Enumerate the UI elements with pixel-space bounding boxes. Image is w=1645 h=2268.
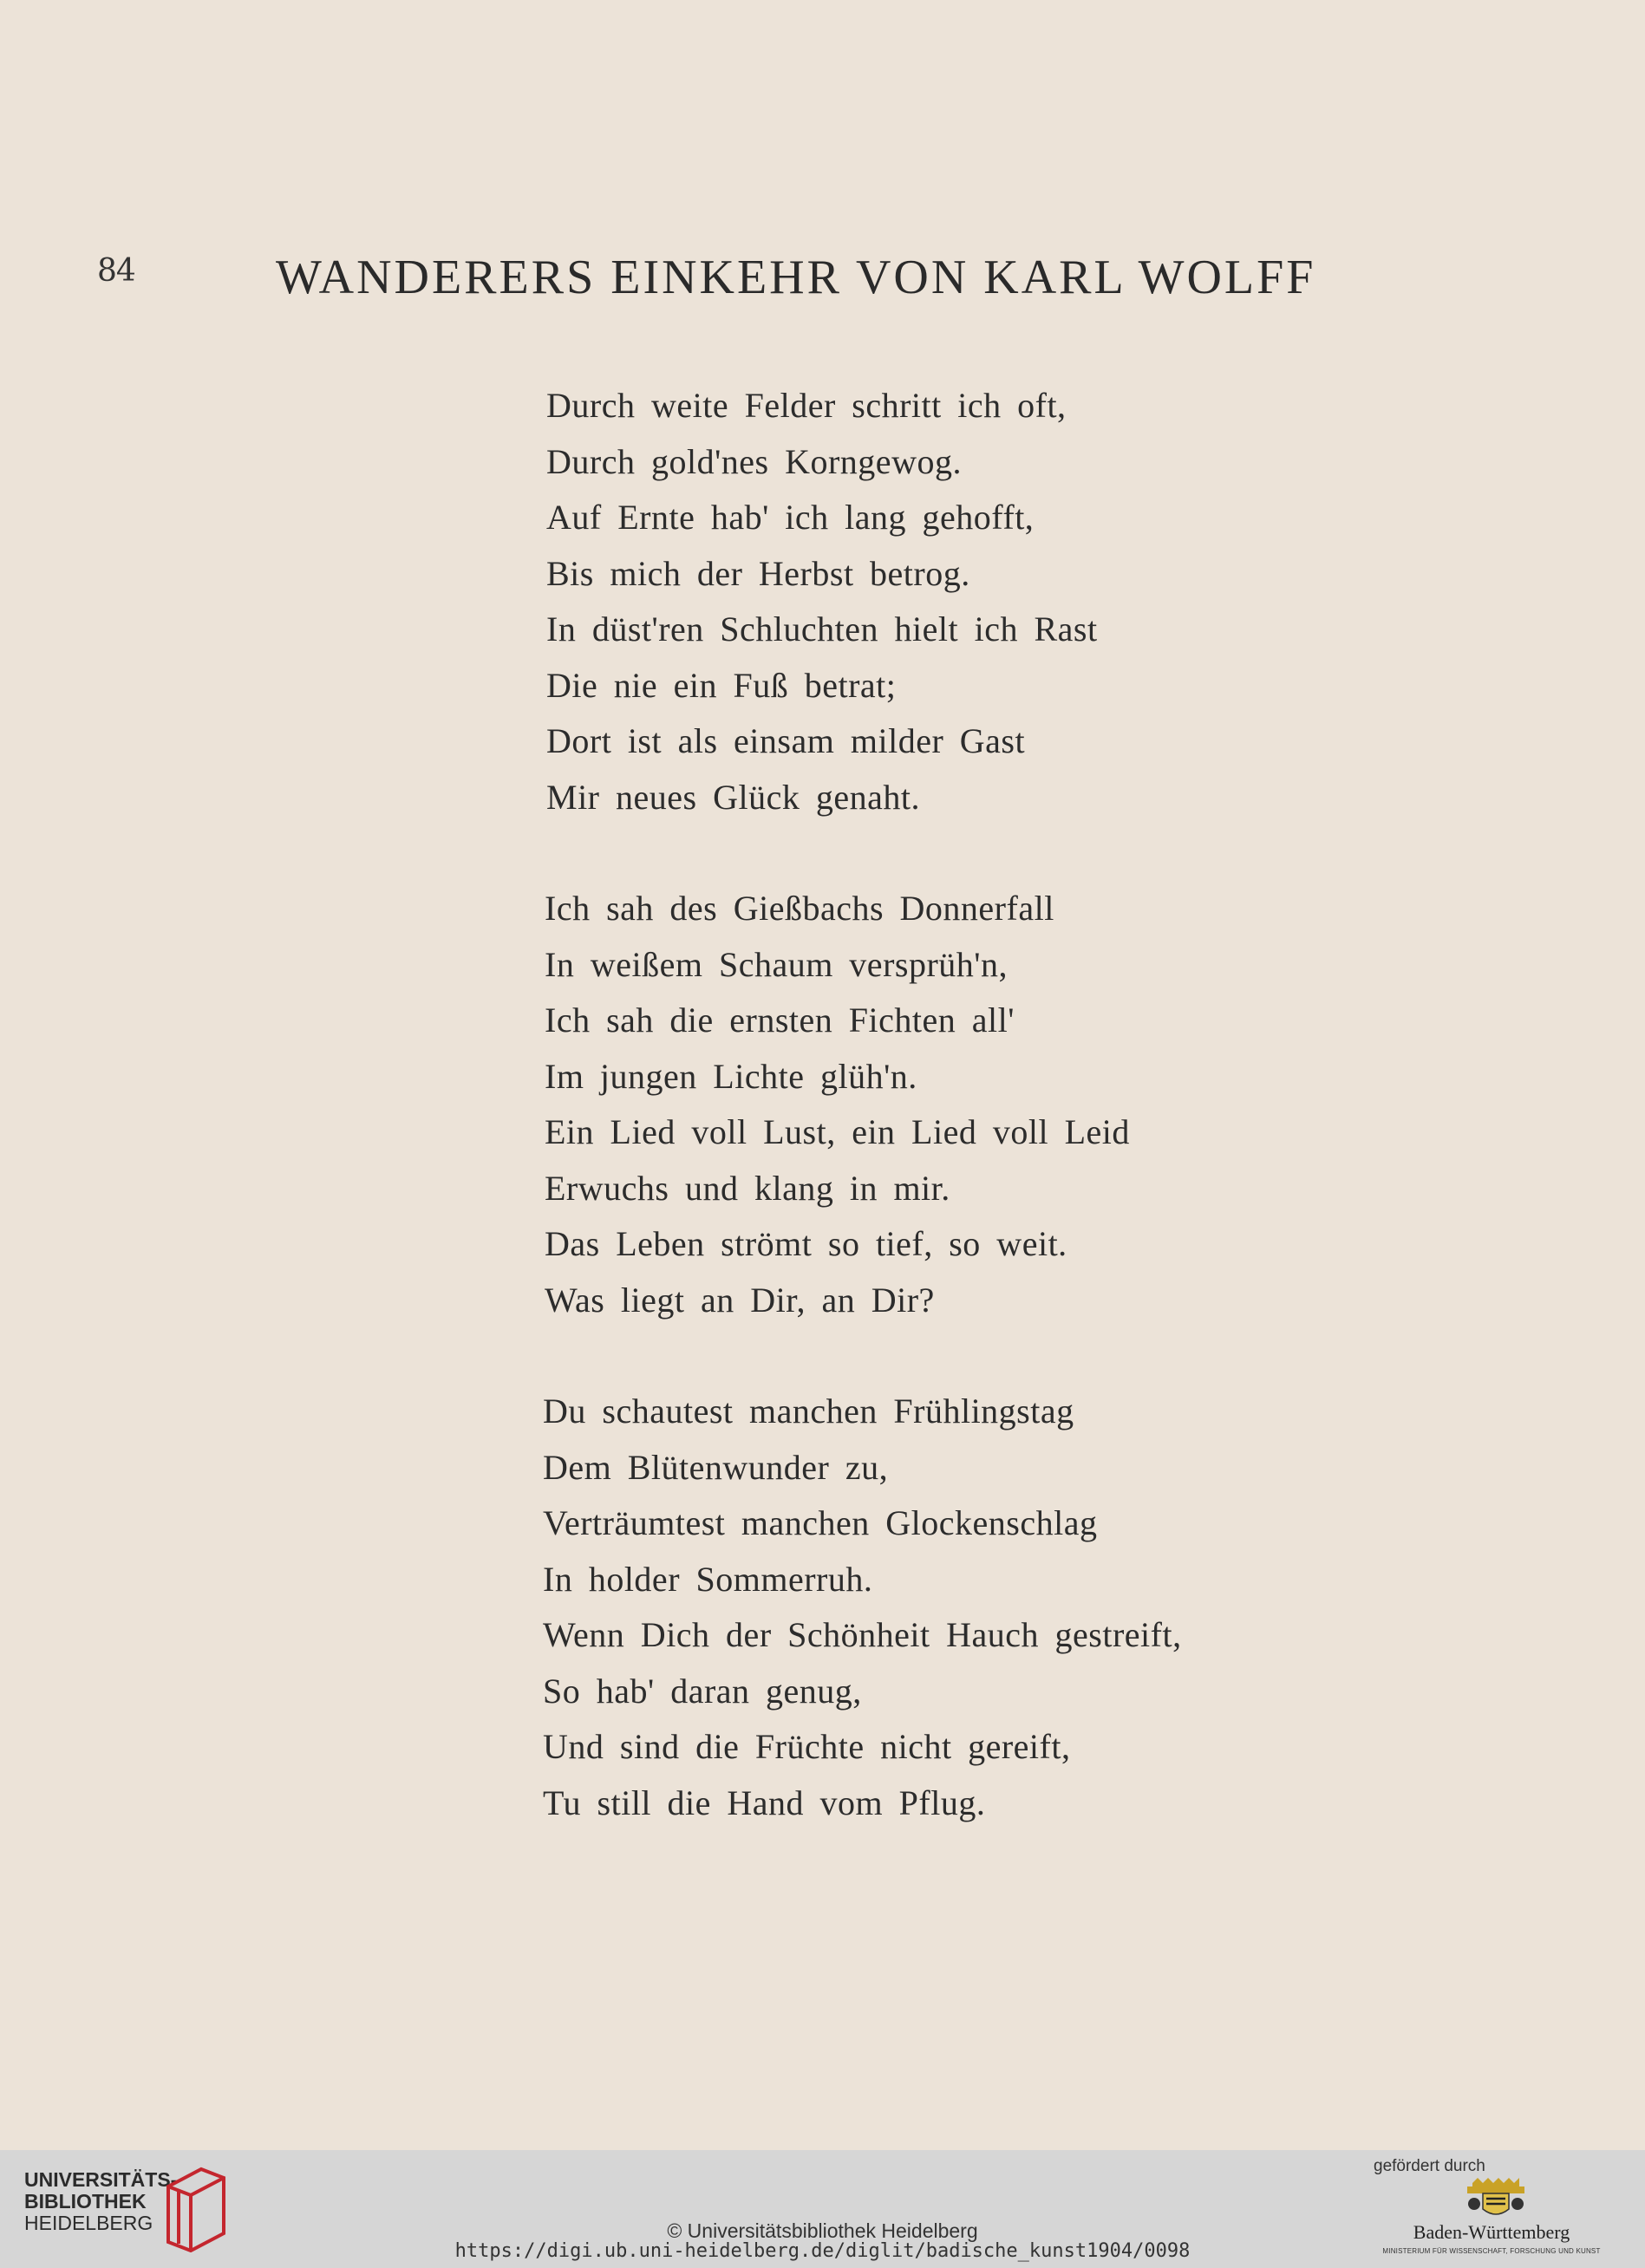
poem-line: Du schautest manchen Frühlingstag — [543, 1391, 1074, 1431]
poem-line: Ein Lied voll Lust, ein Lied voll Leid — [545, 1112, 1130, 1151]
funded-by-label: gefördert durch — [1374, 2157, 1485, 2175]
poem-line: Ich sah die ernsten Fichten all' — [545, 1000, 1015, 1040]
poem-line: Auf Ernte hab' ich lang gehofft, — [546, 498, 1035, 537]
poem-line: Dort ist als einsam milder Gast — [546, 721, 1026, 760]
poem-line: So hab' daran genug, — [543, 1671, 862, 1711]
poem-line: Tu still die Hand vom Pflug. — [543, 1782, 986, 1822]
poem-stanza-3 — [543, 1384, 1182, 1831]
poem-line: In holder Sommerruh. — [543, 1559, 873, 1599]
poem-stanza-1 — [546, 378, 1098, 825]
poem-line: Dem Blütenwunder zu, — [543, 1447, 889, 1487]
coat-of-arms-icon — [1465, 2178, 1526, 2219]
library-logo-line: HEIDELBERG — [24, 2212, 153, 2234]
poem-line: Durch weite Felder schritt ich oft, — [546, 386, 1067, 425]
poem-line: Mir neues Glück genaht. — [546, 777, 920, 817]
poem-line: Ich sah des Gießbachs Donnerfall — [545, 889, 1054, 928]
funder-ministry: MINISTERIUM FÜR WISSENSCHAFT, FORSCHUNG UND KUNST — [1382, 2247, 1601, 2255]
permalink-url[interactable]: https://digi.ub.uni-heidelberg.de/diglit/badische_kunst1904/0098 — [454, 2240, 1191, 2262]
poem-line: Verträumtest manchen Glockenschlag — [543, 1503, 1098, 1542]
poem-line: Das Leben strömt so tief, so weit. — [545, 1224, 1067, 1263]
poem-line: Bis mich der Herbst betrog. — [546, 553, 970, 593]
poem-line: In düst'ren Schluchten hielt ich Rast — [546, 609, 1098, 648]
poem-line: Durch gold'nes Korngewog. — [546, 441, 962, 481]
library-logo-line: UNIVERSITÄTS- — [24, 2168, 178, 2191]
poem-line: Die nie ein Fuß betrat; — [546, 665, 897, 705]
copyright-notice: © Universitätsbibliothek Heidelberg — [667, 2219, 978, 2242]
poem-line: Erwuchs und klang in mir. — [545, 1168, 950, 1208]
page-number: 84 — [97, 253, 135, 289]
poem-line: In weißem Schaum versprüh'n, — [545, 944, 1008, 984]
poem-line: Wenn Dich der Schönheit Hauch gestreift, — [543, 1615, 1182, 1654]
funder-name[interactable]: Baden-Württemberg — [1413, 2221, 1570, 2243]
poem-line: Und sind die Früchte nicht gereift, — [543, 1727, 1071, 1766]
viewer-footer — [0, 2150, 1645, 2268]
poem-stanza-2 — [545, 881, 1130, 1328]
poem-line: Was liegt an Dir, an Dir? — [545, 1280, 935, 1320]
page-title: WANDERERS EINKEHR VON KARL WOLFF — [276, 251, 1316, 304]
poem-line: Im jungen Lichte glüh'n. — [545, 1056, 917, 1096]
library-logo-line: BIBLIOTHEK — [24, 2190, 147, 2213]
